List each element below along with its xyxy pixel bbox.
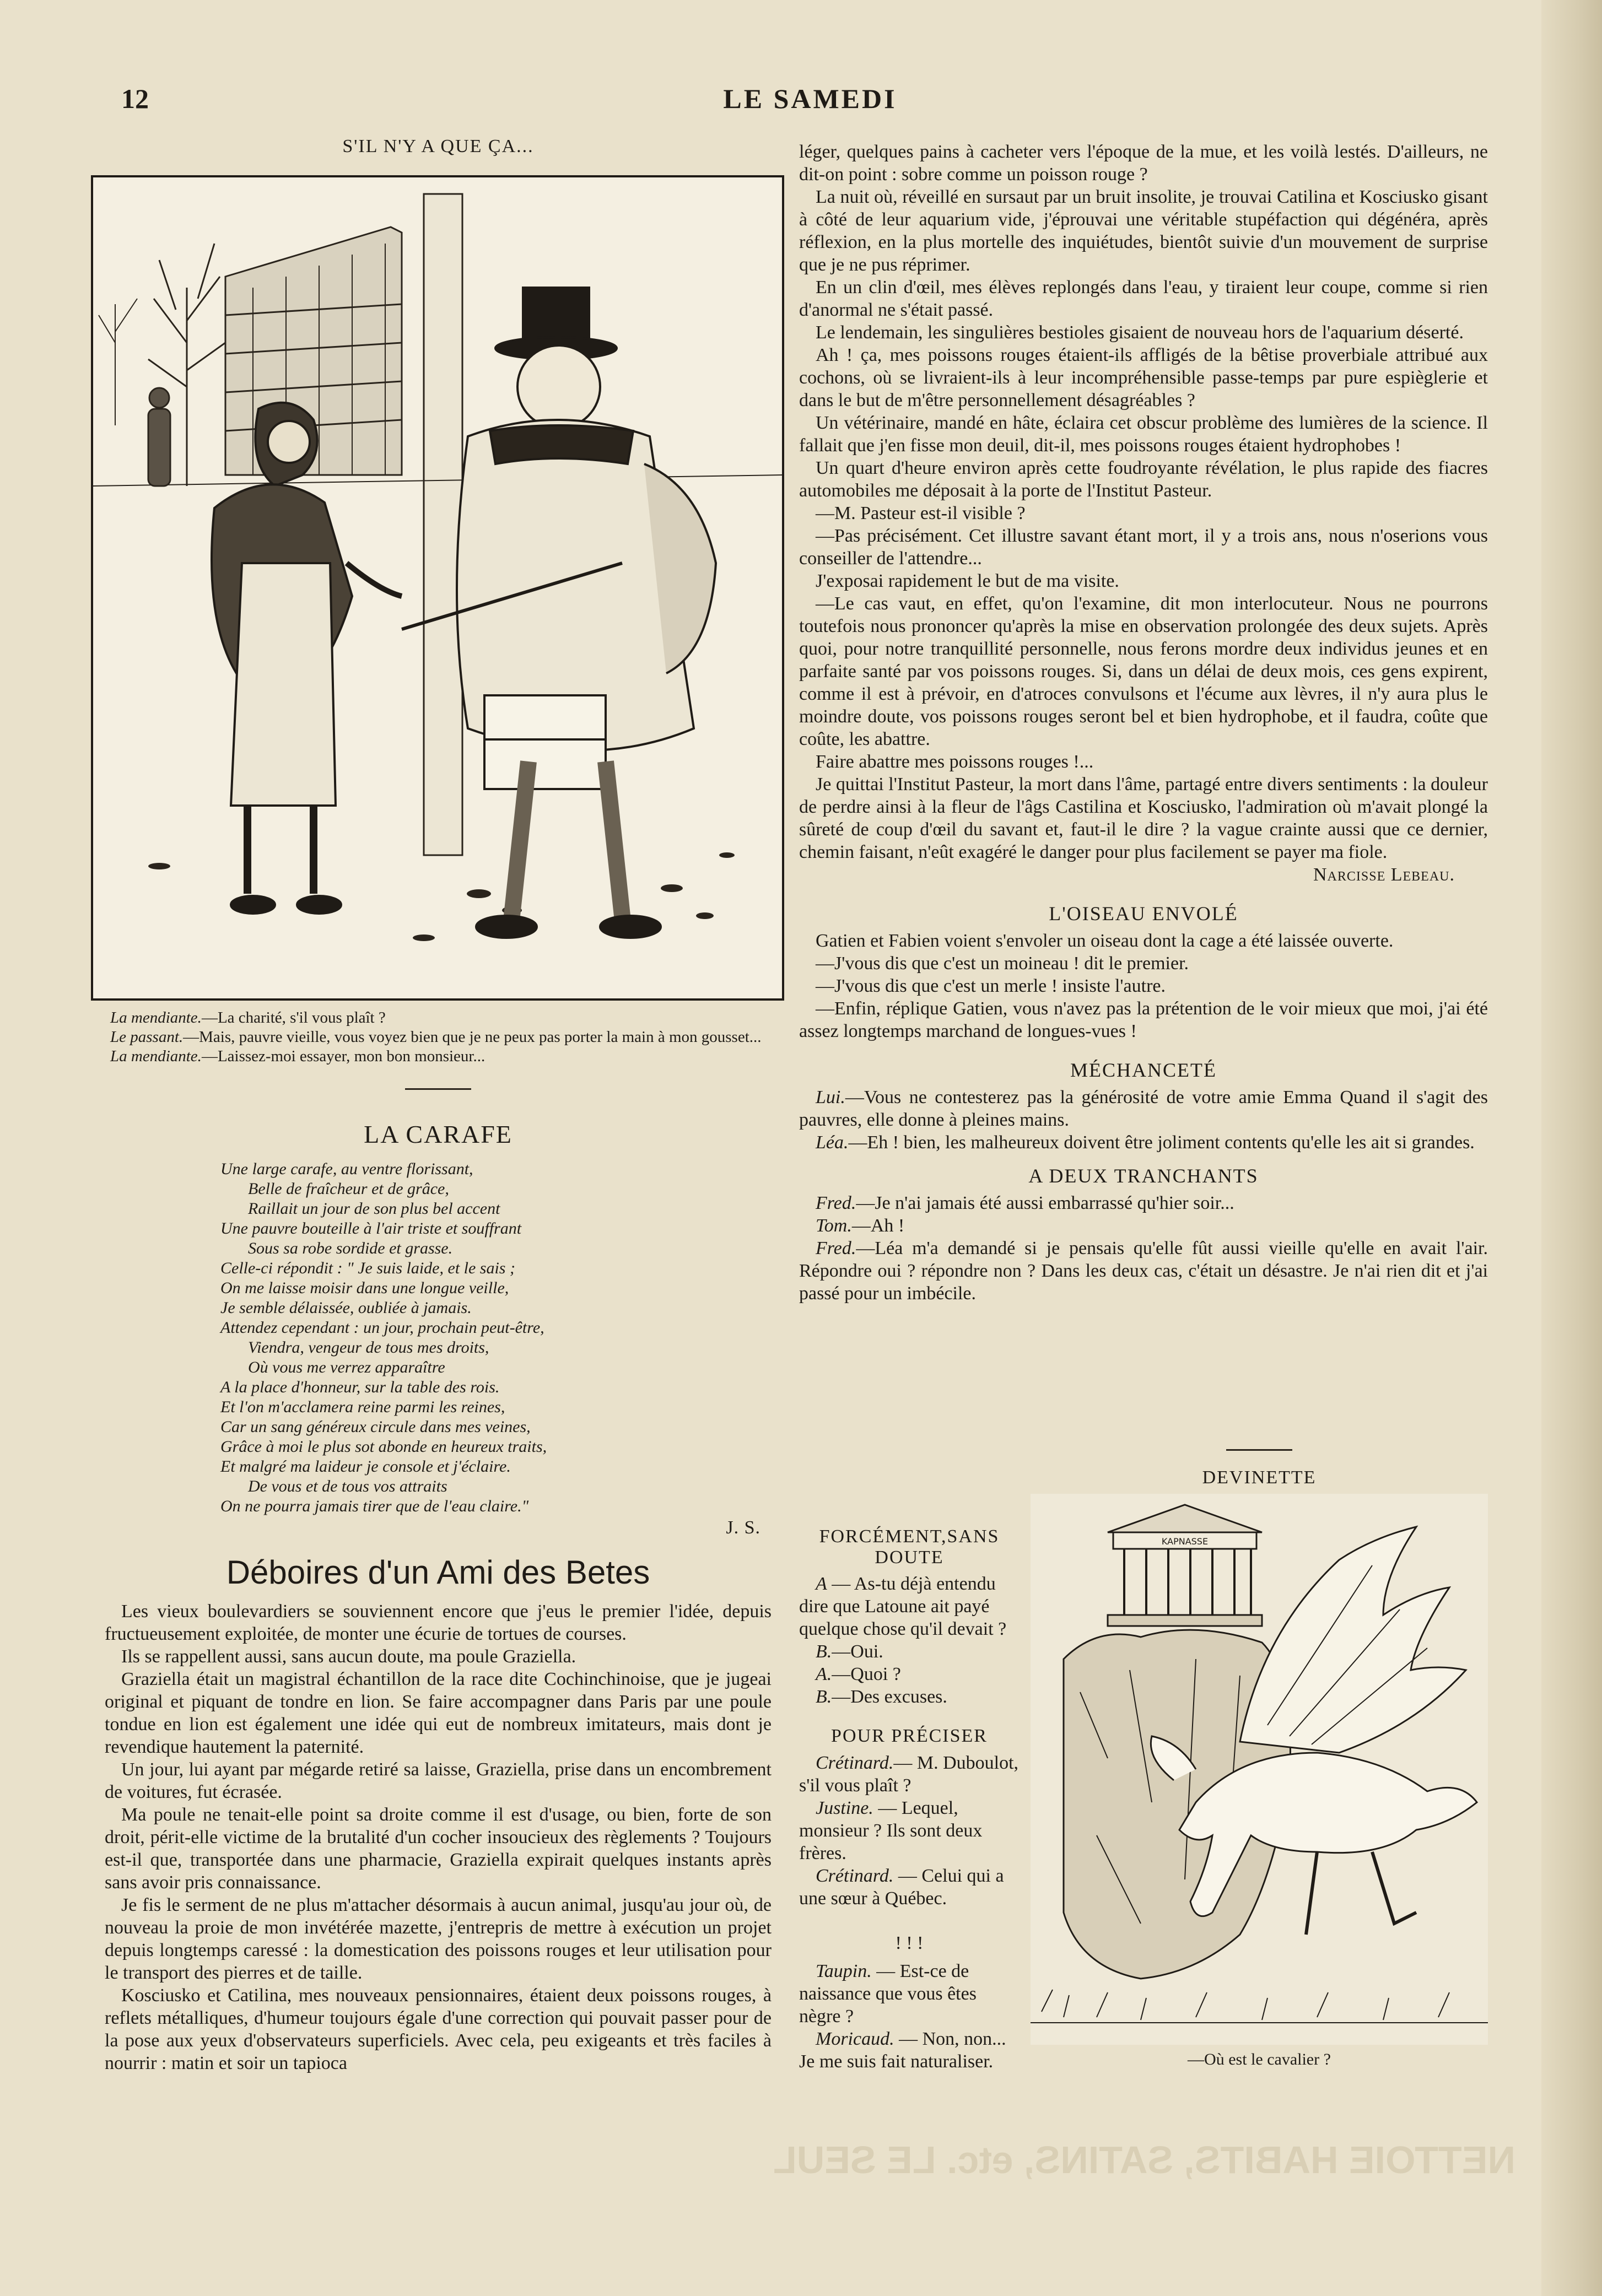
beggar-and-gentleman-drawing xyxy=(93,177,782,998)
article-paragraph: Faire abattre mes poissons rouges !... xyxy=(816,752,1094,772)
article-paragraph: J'exposai rapidement le but de ma visite. xyxy=(816,571,1119,591)
caption-line: Le passant.—Mais, pauvre vieille, vous voyez bien que je ne peux pas porter la main à mon gousset... xyxy=(110,1028,762,1046)
article-paragraph: Un quart d'heure environ après cette foudroyante révélation, le plus rapide des fiacres automobiles me déposait à la porte de l'Institut Pasteur. xyxy=(799,458,1488,501)
article-paragraph: Ils se rappellent aussi, sans aucun doute, ma poule Graziella. xyxy=(121,1646,576,1667)
article-paragraph: Kosciusko et Catilina, mes nouveaux pensionnaires, étaient deux poissons rouges, à reflets métalliques, d'humeur toujours égale d'une correction qui pouvait passer pour de la pose aux yeux d'observateurs superficiels. Avec cela, peu exigeants et très faciles à nourrir : matin et soir un tapioca xyxy=(105,1985,772,2073)
carafe-signature: J. S. xyxy=(726,1517,760,1538)
joke-line: Crétinard. — Celui qui a une sœur à Québec. xyxy=(799,1866,1004,1909)
joke-line: A.—Quoi ? xyxy=(816,1664,901,1684)
article-paragraph: Un vétérinaire, mandé en hâte, éclaira cet obscur problème des lumières de la science. Il fallait que j'en fisse mon deuil, dit-il, mes poissons rouges étaient hydrophobes ! xyxy=(799,413,1488,456)
page-gutter xyxy=(1541,0,1602,2296)
poem-line: On ne pourra jamais tirer que de l'eau claire." xyxy=(220,1497,529,1515)
poem-line: Grâce à moi le plus sot abonde en heureux traits, xyxy=(220,1438,547,1456)
poem-line: A la place d'honneur, sur la table des rois. xyxy=(220,1378,500,1396)
carafe-title: LA CARAFE xyxy=(364,1120,513,1148)
joke-line: Crétinard.— M. Duboulot, s'il vous plaît ? xyxy=(799,1753,1019,1796)
article-paragraph: —Pas précisément. Cet illustre savant étant mort, il y a trois ans, nous n'oserions vous conseiller de l'attendre... xyxy=(799,526,1488,569)
mechancete-title: MÉCHANCETÉ xyxy=(1070,1059,1217,1081)
poem-line: Une pauvre bouteille à l'air triste et souffrant xyxy=(220,1219,522,1238)
devinette-title: DEVINETTE xyxy=(1202,1467,1317,1488)
poem-line: Et malgré ma laideur je console et j'éclaire. xyxy=(220,1457,511,1476)
article-paragraph: —Le cas vaut, en effet, qu'on l'examine, dit mon interlocuteur. Nous ne pourrons toutefois nous prononcer qu'après la mise en observation prolongée des deux sujets. Après quoi, pour notre tranquillité personnelle, nous ferons mordre deux individus jeunes et en parfaite santé par vos poissons rouges. Si, dans un délai de deux mois, ces gens expirent, comme il est à prévoir, en d'atroces convulsons et l'écume aux lèvres, il n'y aura plus le moindre doute, vos poissons rouges seront bel et bien hydrophobe, et il faudra, coûte que coûte, les abattre. xyxy=(799,593,1488,749)
bleed-through-text: NETTOIE HABITS, SATINS, etc. LE SEUL xyxy=(773,2138,1515,2181)
page-number: 12 xyxy=(121,83,149,114)
cartoon-illustration xyxy=(91,175,784,1001)
carafe-poem xyxy=(105,1159,716,1516)
preciser-title: POUR PRÉCISER xyxy=(831,1726,988,1746)
poem-line: Où vous me verrez apparaître xyxy=(248,1358,445,1376)
article-paragraph: léger, quelques pains à cacheter vers l'époque de la mue, et les voilà lestés. D'ailleurs, ne dit-on point : sobre comme un poisson rouge ? xyxy=(799,142,1488,185)
joke-line: Lui.—Vous ne contesterez pas la générosité de votre amie Emma Quand il s'agit des pauvres, elle donne à pleines mains. xyxy=(799,1087,1488,1130)
poem-line: Car un sang généreux circule dans mes veines, xyxy=(220,1418,531,1436)
article-paragraph: Graziella était un magistral échantillon de la race dite Cochinchinoise, que je jugeai original et piquant de tondre en lion. Se faire accompagner dans Paris par une poule tondue en lion est également une idée qui eut de nombreux imitateurs, mais dont je revendique hautement la paternité. xyxy=(105,1669,772,1757)
joke-line: Moricaud. — Non, non... Je me suis fait naturaliser. xyxy=(799,2029,1006,2072)
left-column xyxy=(105,135,772,162)
caption-line: La mendiante.—Laissez-moi essayer, mon bon monsieur... xyxy=(110,1047,486,1065)
separator: ! ! ! xyxy=(895,1933,924,1953)
poem-line: De vous et de tous vos attraits xyxy=(248,1477,447,1495)
left-column-lower xyxy=(105,1008,772,2074)
forcement-title: FORCÉMENT,SANS DOUTE xyxy=(819,1526,1000,1568)
oiseau-title: L'OISEAU ENVOLÉ xyxy=(1049,903,1238,925)
article-paragraph: Un jour, lui ayant par mégarde retiré sa laisse, Graziella, prise dans un encombrement de voitures, fut écrasée. xyxy=(105,1759,772,1802)
poem-line: Je semble délaissée, oubliée à jamais. xyxy=(220,1299,472,1317)
joke-line: B.—Des excuses. xyxy=(816,1687,947,1707)
temple-label: KAPNASSE xyxy=(1161,1536,1209,1547)
article-paragraph: Ah ! ça, mes poissons rouges étaient-ils affligés de la bêtise proverbiale attribué aux cochons, où se livraient-ils à leur incompréhensible passe-temps par pure espièglerie et dans le but de m'être personnellement désagréables ? xyxy=(799,345,1488,410)
poem-line: Raillait un jour de son plus bel accent xyxy=(248,1200,500,1218)
joke-line: Justine. — Lequel, monsieur ? Ils sont deux frères. xyxy=(799,1798,983,1863)
joke-line: Gatien et Fabien voient s'envoler un oiseau dont la cage a été laissée ouverte. xyxy=(816,931,1394,951)
devinette-section xyxy=(1031,1449,1488,2165)
joke-line: —J'vous dis que c'est un merle ! insiste l'autre. xyxy=(816,976,1166,996)
right-column xyxy=(799,141,1488,1305)
joke-line: Fred.—Je n'ai jamais été aussi embarrassé qu'hier soir... xyxy=(816,1193,1234,1213)
article-signature: Narcisse Lebeau. xyxy=(1313,865,1455,885)
tranchants-title: A DEUX TRANCHANTS xyxy=(1028,1165,1259,1187)
article-paragraph: Les vieux boulevardiers se souviennent encore que j'eus le premier l'idée, depuis fructueusement exploitée, de monter une écurie de tortues de courses. xyxy=(105,1601,772,1644)
article-paragraph: Je quittai l'Institut Pasteur, la mort dans l'âme, partagé entre divers sentiments : la douleur de perdre ainsi à la fleur de l'âgs Castilina et Kosciusko, l'admiration où m'avait plongé la sûreté de coup d'œil du savant et, faut-il le dire ? la vague crainte aussi que ce dernier, chemin faisant, n'eût exagéré le danger pour plus facilement se payer ma fiole. xyxy=(799,774,1488,862)
article-paragraph: En un clin d'œil, mes élèves replongés dans l'eau, y tiraient leur coupe, comme si rien d'anormal ne s'était passé. xyxy=(799,277,1488,320)
poem-line: Et l'on m'acclamera reine parmi les reines, xyxy=(220,1398,505,1416)
joke-line: —Enfin, réplique Gatien, vous n'avez pas la prétention de le voir mieux que moi, j'ai été assez longtemps marchand de longues-vues ! xyxy=(799,998,1488,1041)
poem-line: Belle de fraîcheur et de grâce, xyxy=(248,1180,449,1198)
article-paragraph: La nuit où, réveillé en sursaut par un bruit insolite, je trouvai Catilina et Kosciusko gisant à côté de leur aquarium vide, j'éprouvai une véritable stupéfaction qui dégénéra, après réflexion, en la plus mortelle des inquiétudes, bientôt suivie d'un mouvement de surprise que je ne pus réprimer. xyxy=(799,187,1488,275)
article-paragraph: Le lendemain, les singulières bestioles gisaient de nouveau hors de l'aquarium déserté. xyxy=(816,322,1464,343)
joke-line: —J'vous dis que c'est un moineau ! dit le premier. xyxy=(816,953,1189,974)
joke-line: Tom.—Ah ! xyxy=(816,1215,905,1236)
devinette-caption: —Où est le cavalier ? xyxy=(1188,2050,1331,2068)
article-paragraph: Ma poule ne tenait-elle point sa droite comme il est d'usage, ou bien, forte de son droit, périt-elle victime de la brutalité d'un cocher insoucieux des règlements ? Toujours est-il que, transportée dans une pharmacie, Graziella expirait quelques instants après sans avoir pris connaissance. xyxy=(105,1805,772,1893)
poem-line: Attendez cependant : un jour, prochain peut-être, xyxy=(220,1319,544,1337)
joke-line: A — As-tu déjà entendu dire que Latoune ait payé quelque chose qu'il devait ? xyxy=(799,1574,1007,1639)
deboires-title: Déboires d'un Ami des Betes xyxy=(226,1554,650,1591)
page-header xyxy=(105,83,1515,121)
poem-line: Sous sa robe sordide et grasse. xyxy=(248,1239,453,1257)
running-title: LE SAMEDI xyxy=(723,83,897,114)
cartoon-caption xyxy=(105,1008,772,1066)
small-jokes-column xyxy=(799,1526,1020,2073)
cartoon-title: S'IL N'Y A QUE ÇA... xyxy=(342,136,534,156)
joke-line: Léa.—Eh ! bien, les malheureux doivent être joliment contents qu'elle les ait si grandes. xyxy=(816,1132,1475,1153)
article-paragraph: Je fis le serment de ne plus m'attacher désormais à aucun animal, jusqu'au jour où, de nouveau la proie de mon invétérée mazette, j'entrepris de mettre à exécution un projet depuis longtemps caressé : la domestication des poissons rouges et leur utilisation pour le transport des pierres et de taille. xyxy=(105,1895,772,1983)
section-rule xyxy=(1226,1449,1292,1451)
pegasus-puzzle-drawing xyxy=(1031,1494,1488,2045)
poem-line: On me laisse moisir dans une longue veille, xyxy=(220,1279,509,1297)
poem-line: Celle-ci répondit : " Je suis laide, et le sais ; xyxy=(220,1259,515,1277)
poem-line: Viendra, vengeur de tous mes droits, xyxy=(248,1338,489,1357)
caption-line: La mendiante.—La charité, s'il vous plaît ? xyxy=(110,1009,386,1027)
joke-line: Taupin. — Est-ce de naissance que vous êtes nègre ? xyxy=(799,1961,977,2027)
section-rule xyxy=(405,1088,471,1090)
poem-line: Une large carafe, au ventre florissant, xyxy=(220,1160,473,1178)
joke-line: Fred.—Léa m'a demandé si je pensais qu'elle fût aussi vieille qu'elle en avait l'air. Répondre oui ? répondre non ? Dans les deux cas, c'était un désastre. Je n'ai rien dit et j'ai passé pour un imbécile. xyxy=(799,1238,1488,1304)
joke-line: B.—Oui. xyxy=(816,1641,883,1662)
article-paragraph: —M. Pasteur est-il visible ? xyxy=(816,503,1026,523)
